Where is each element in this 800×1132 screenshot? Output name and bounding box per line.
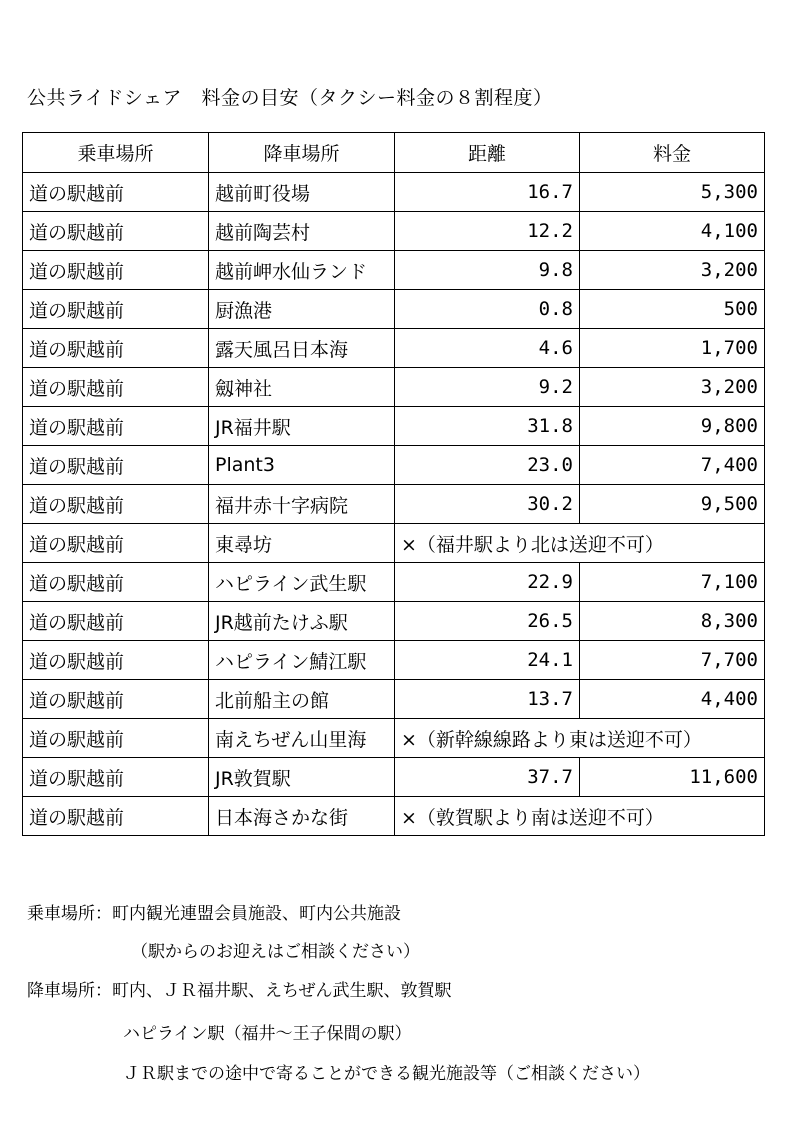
fare-cell: 8,300 (580, 602, 765, 641)
distance-cell: 12.2 (395, 212, 580, 251)
dropoff-cell: Plant3 (209, 446, 395, 485)
distance-cell: 24.1 (395, 641, 580, 680)
dropoff-cell: 東尋坊 (209, 524, 395, 563)
pickup-cell: 道の駅越前 (23, 368, 209, 407)
fare-cell: 9,800 (580, 407, 765, 446)
fare-cell: 4,400 (580, 680, 765, 719)
distance-cell: 37.7 (395, 758, 580, 797)
table-row (23, 797, 765, 836)
table-row (23, 563, 765, 602)
pickup-note-sub: （駅からのお迎えはご相談ください） (131, 942, 420, 962)
pickup-cell: 道の駅越前 (23, 680, 209, 719)
pickup-cell: 道の駅越前 (23, 758, 209, 797)
dropoff-note-sub1: ハピライン駅（福井～王子保間の駅） (123, 1024, 412, 1044)
table-row (23, 602, 765, 641)
distance-cell: 23.0 (395, 446, 580, 485)
pickup-cell: 道の駅越前 (23, 212, 209, 251)
distance-cell: 22.9 (395, 563, 580, 602)
fare-cell: 3,200 (580, 368, 765, 407)
fare-cell: 7,700 (580, 641, 765, 680)
pickup-cell: 道の駅越前 (23, 641, 209, 680)
fare-cell: 4,100 (580, 212, 765, 251)
pickup-cell: 道の駅越前 (23, 290, 209, 329)
dropoff-cell: 露天風呂日本海 (209, 329, 395, 368)
distance-cell: 4.6 (395, 329, 580, 368)
distance-cell: 26.5 (395, 602, 580, 641)
pickup-cell: 道の駅越前 (23, 446, 209, 485)
table-row (23, 212, 765, 251)
header-dropoff: 降車場所 (209, 133, 395, 173)
table-row (23, 368, 765, 407)
dropoff-cell: 南えちぜん山里海 (209, 719, 395, 758)
fare-cell: 500 (580, 290, 765, 329)
table-row (23, 329, 765, 368)
dropoff-cell: JR越前たけふ駅 (209, 602, 395, 641)
fare-cell: 3,200 (580, 251, 765, 290)
dropoff-cell: 厨漁港 (209, 290, 395, 329)
table-row (23, 680, 765, 719)
table-row (23, 407, 765, 446)
dropoff-cell: 越前陶芸村 (209, 212, 395, 251)
table-row (23, 446, 765, 485)
table-row (23, 641, 765, 680)
pickup-cell: 道の駅越前 (23, 407, 209, 446)
dropoff-cell: 劔神社 (209, 368, 395, 407)
dropoff-cell: 越前岬水仙ランド (209, 251, 395, 290)
table-row (23, 290, 765, 329)
table-row (23, 251, 765, 290)
table-row (23, 173, 765, 212)
dropoff-cell: 福井赤十字病院 (209, 485, 395, 524)
dropoff-cell: ハピライン鯖江駅 (209, 641, 395, 680)
table-row (23, 758, 765, 797)
dropoff-note-sub2: ＪＲ駅までの途中で寄ることができる観光施設等（ご相談ください） (123, 1064, 650, 1084)
dropoff-cell: ハピライン武生駅 (209, 563, 395, 602)
distance-cell: 16.7 (395, 173, 580, 212)
fare-cell: 11,600 (580, 758, 765, 797)
header-distance: 距離 (395, 133, 580, 173)
fare-cell: 1,700 (580, 329, 765, 368)
distance-cell: 0.8 (395, 290, 580, 329)
unavailable-note-cell: ×（新幹線線路より東は送迎不可） (395, 719, 765, 758)
distance-cell: 9.2 (395, 368, 580, 407)
pickup-cell: 道の駅越前 (23, 524, 209, 563)
pickup-cell: 道の駅越前 (23, 602, 209, 641)
pickup-cell: 道の駅越前 (23, 797, 209, 836)
header-pickup: 乗車場所 (23, 133, 209, 173)
header-fare: 料金 (580, 133, 765, 173)
dropoff-note: 降車場所：町内、ＪＲ福井駅、えちぜん武生駅、敦賀駅 (27, 981, 452, 1001)
dropoff-cell: 越前町役場 (209, 173, 395, 212)
distance-cell: 9.8 (395, 251, 580, 290)
pickup-note: 乗車場所：町内観光連盟会員施設、町内公共施設 (27, 904, 401, 924)
distance-cell: 31.8 (395, 407, 580, 446)
fare-table (22, 132, 765, 836)
distance-cell: 13.7 (395, 680, 580, 719)
dropoff-cell: JR福井駅 (209, 407, 395, 446)
fare-cell: 7,100 (580, 563, 765, 602)
pickup-cell: 道の駅越前 (23, 563, 209, 602)
table-row (23, 485, 765, 524)
pickup-cell: 道の駅越前 (23, 719, 209, 758)
dropoff-cell: JR敦賀駅 (209, 758, 395, 797)
fare-cell: 7,400 (580, 446, 765, 485)
pickup-cell: 道の駅越前 (23, 251, 209, 290)
dropoff-cell: 日本海さかな街 (209, 797, 395, 836)
table-row (23, 719, 765, 758)
table-header-row (23, 133, 765, 173)
dropoff-cell: 北前船主の館 (209, 680, 395, 719)
table-row (23, 524, 765, 563)
distance-cell: 30.2 (395, 485, 580, 524)
unavailable-note-cell: ×（福井駅より北は送迎不可） (395, 524, 765, 563)
pickup-cell: 道の駅越前 (23, 329, 209, 368)
fare-cell: 5,300 (580, 173, 765, 212)
pickup-cell: 道の駅越前 (23, 485, 209, 524)
page-title: 公共ライドシェア 料金の目安（タクシー料金の８割程度） (27, 87, 553, 109)
fare-cell: 9,500 (580, 485, 765, 524)
unavailable-note-cell: ×（敦賀駅より南は送迎不可） (395, 797, 765, 836)
pickup-cell: 道の駅越前 (23, 173, 209, 212)
